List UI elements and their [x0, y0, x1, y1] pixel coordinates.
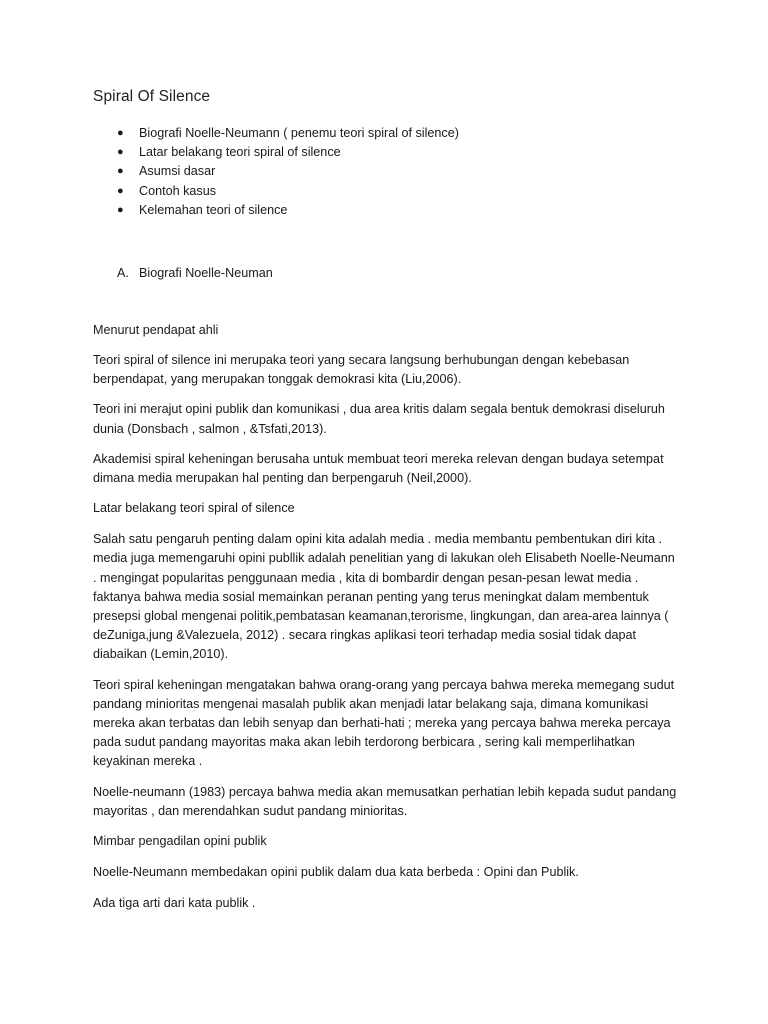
section-a-heading [93, 264, 678, 283]
spacer [93, 882, 678, 894]
bullet-icon: ● [117, 165, 124, 178]
heading-mimbar-pengadilan: Mimbar pengadilan opini publik [93, 834, 267, 849]
bullet-icon: ● [117, 184, 124, 197]
section-a-marker: A. [117, 266, 129, 281]
spacer [93, 518, 678, 530]
spacer [93, 340, 678, 351]
spacer [93, 851, 678, 863]
outline-item [117, 201, 678, 220]
paragraph-8: Ada tiga arti dari kata publik . [93, 896, 256, 911]
spacer [93, 389, 678, 400]
outline-item-text: Kelemahan teori of silence [139, 202, 288, 217]
paragraph-5: Teori spiral keheningan mengatakan bahwa orang-orang yang percaya bahwa mereka memegang sudut pandang minioritas mengenai masalah publik akan menjadi latar belakang saja, dimana komunikasi mereka akan terbatas dan lebih senyap dan berhati-hati ; mereka yang percaya bahwa mereka percaya pada sudut pandang mayoritas maka akan lebih terdorong berbicara , sering kali memperlihatkan keyakinan mereka . [93, 677, 675, 769]
outline-item [117, 182, 678, 201]
spacer [93, 439, 678, 450]
paragraph-3: Akademisi spiral keheningan berusaha untuk membuat teori mereka relevan dengan budaya setempat dimana media merupakan hal penting dan berpengaruh (Neil,2000). [93, 451, 664, 486]
outline-list [93, 124, 678, 220]
heading-latar-belakang: Latar belakang teori spiral of silence [93, 501, 295, 516]
outline-item-text: Contoh kasus [139, 183, 217, 198]
paragraph-6: Noelle-neumann (1983) percaya bahwa media akan memusatkan perhatian lebih kepada sudut pandang mayoritas , dan merendahkan sudut pandang minioritas. [93, 784, 677, 818]
outline-item [117, 143, 678, 162]
paragraph-4: Salah satu pengaruh penting dalam opini kita adalah media . media membantu pembentukan diri kita . media juga memengaruhi opini publlik adalah penelitian yang di lakukan oleh Elisabeth Noelle-Neumann . mengingat popularitas penggunaan media , kita di bombardir dengan pesan-pesan lewat media . faktanya bahwa media sosial memainkan peranan penting yang terus meningkat dalam membentuk presepsi global mengenai politik,pembatasan keamanan,terorisme, lingkungan, dan area-area lainnya ( deZuniga,jung &Valezuela, 2012) . secara ringkas aplikasi teori terhadap media sosial tidak dapat diabaikan (Lemin,2010). [93, 532, 675, 662]
spacer [93, 772, 678, 783]
heading-menurut-pendapat-ahli: Menurut pendapat ahli [93, 323, 219, 338]
spacer [93, 283, 678, 321]
outline-item-text: Biografi Noelle-Neumann ( penemu teori spiral of silence) [139, 126, 459, 140]
spacer [93, 821, 678, 832]
bullet-icon: ● [117, 127, 124, 139]
paragraph-1: Teori spiral of silence ini merupaka teori yang secara langsung berhubungan dengan kebebasan berpendapat, yang merupakan tonggak demokrasi kita (Liu,2006). [93, 353, 630, 387]
document-title: Spiral Of Silence [93, 88, 211, 105]
spacer [93, 665, 678, 676]
outline-item-text: Asumsi dasar [139, 164, 216, 179]
section-a-label: Biografi Noelle-Neuman [139, 266, 273, 281]
paragraph-7: Noelle-Neumann membedakan opini publik dalam dua kata berbeda : Opini dan Publik. [93, 865, 579, 880]
outline-item [117, 124, 678, 143]
bullet-icon: ● [117, 203, 124, 216]
paragraph-2: Teori ini merajut opini publik dan komunikasi , dua area kritis dalam segala bentuk demokrasi diseluruh dunia (Donsbach , salmon , &Tsfati,2013). [93, 402, 665, 436]
outline-item-text: Latar belakang teori spiral of silence [139, 145, 341, 160]
spacer [93, 488, 678, 499]
bullet-icon: ● [117, 146, 124, 159]
outline-item [117, 162, 678, 181]
document-body [93, 88, 678, 913]
